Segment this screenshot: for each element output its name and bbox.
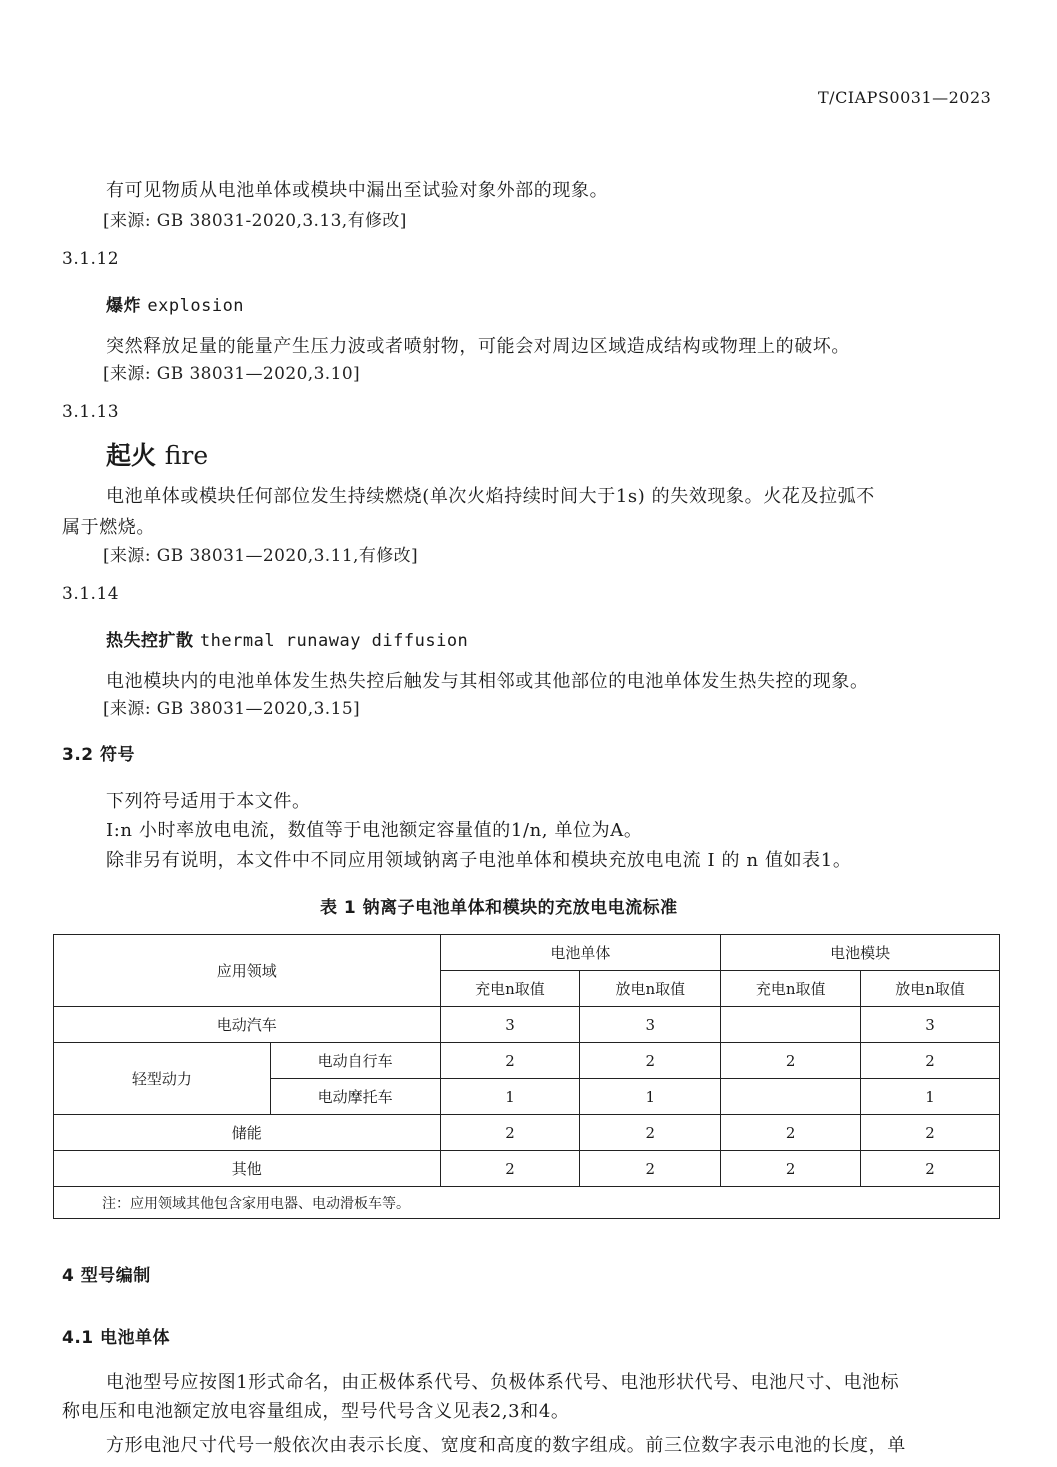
table-cell — [721, 1079, 861, 1115]
table-cell: 1 — [440, 1079, 580, 1115]
explosion-definition: 突然释放足量的能量产生压力波或者喷射物，可能会对周边区域造成结构或物理上的破坏。 — [106, 336, 850, 357]
table-header-row — [54, 935, 1000, 971]
table-cell: 2 — [861, 1043, 1000, 1079]
table-row — [54, 1115, 1000, 1151]
term-fire-en: fire — [164, 441, 209, 470]
header-cell-charge: 充电n取值 — [440, 971, 580, 1007]
clause-number-3-1-13: 3.1.13 — [62, 402, 120, 422]
table-caption: 表 1 钠离子电池单体和模块的充放电电流标准 — [320, 898, 678, 918]
header-module-charge: 充电n取值 — [721, 971, 861, 1007]
row-label: 储能 — [54, 1115, 441, 1151]
table-cell: 2 — [861, 1151, 1000, 1187]
symbols-line1: 下列符号适用于本文件。 — [106, 791, 311, 812]
term-thermal-runaway-cn: 热失控扩散 — [106, 631, 194, 651]
table-cell — [721, 1007, 861, 1043]
table-cell: 2 — [580, 1115, 721, 1151]
header-module-discharge: 放电n取值 — [861, 971, 1000, 1007]
row-label: 电动自行车 — [270, 1043, 440, 1079]
para1-line2: 称电压和电池额定放电容量组成，型号代号含义见表2,3和4。 — [62, 1401, 570, 1422]
header-cell-discharge: 放电n取值 — [580, 971, 721, 1007]
table-cell: 1 — [580, 1079, 721, 1115]
thermal-runaway-source: [来源: GB 38031—2020,3.15] — [103, 699, 361, 719]
para2-line1: 方形电池尺寸代号一般依次由表示长度、宽度和高度的数字组成。前三位数字表示电池的长度，单 — [106, 1435, 906, 1456]
header-application: 应用领域 — [54, 935, 441, 1007]
table-cell: 2 — [580, 1151, 721, 1187]
symbols-line3: 除非另有说明，本文件中不同应用领域钠离子电池单体和模块充放电电流 I 的 n 值如表1。 — [106, 850, 852, 871]
row-group-label: 轻型动力 — [54, 1043, 271, 1115]
table-row — [54, 1007, 1000, 1043]
table-cell: 2 — [440, 1115, 580, 1151]
table-note: 注：应用领域其他包含家用电器、电动滑板车等。 — [54, 1187, 1000, 1219]
term-explosion-en: explosion — [147, 296, 245, 316]
explosion-source: [来源: GB 38031—2020,3.10] — [103, 364, 361, 384]
term-thermal-runaway-en: thermal runaway diffusion — [199, 631, 469, 651]
symbols-line2: I:n 小时率放电电流，数值等于电池额定容量值的1/n, 单位为A。 — [106, 820, 643, 841]
table-cell: 2 — [440, 1043, 580, 1079]
table-cell: 2 — [861, 1115, 1000, 1151]
leak-definition: 有可见物质从电池单体或模块中漏出至试验对象外部的现象。 — [106, 180, 609, 201]
section-heading-4: 4 型号编制 — [62, 1266, 151, 1286]
table-cell: 2 — [440, 1151, 580, 1187]
term-explosion — [106, 291, 244, 316]
row-label: 电动汽车 — [54, 1007, 441, 1043]
table-cell: 2 — [580, 1043, 721, 1079]
document-id: T/CIAPS0031—2023 — [818, 88, 992, 107]
header-battery-module: 电池模块 — [721, 935, 1000, 971]
term-fire-cn: 起火 — [106, 441, 157, 470]
term-explosion-cn: 爆炸 — [106, 296, 141, 316]
table-row — [54, 1151, 1000, 1187]
para1-line1: 电池型号应按图1形式命名，由正极体系代号、负极体系代号、电池形状代号、电池尺寸、电池标 — [106, 1372, 900, 1393]
leak-source: [来源: GB 38031-2020,3.13,有修改] — [103, 211, 407, 231]
row-label: 其他 — [54, 1151, 441, 1187]
table-note-row — [54, 1187, 1000, 1219]
table-cell: 2 — [721, 1043, 861, 1079]
fire-definition-line2: 属于燃烧。 — [62, 517, 155, 538]
charge-discharge-table — [53, 934, 1000, 1219]
header-battery-cell: 电池单体 — [440, 935, 721, 971]
table-cell: 3 — [440, 1007, 580, 1043]
table-cell: 1 — [861, 1079, 1000, 1115]
section-heading-3-2: 3.2 符号 — [62, 745, 136, 765]
row-label: 电动摩托车 — [270, 1079, 440, 1115]
table-cell: 3 — [861, 1007, 1000, 1043]
fire-definition-line1: 电池单体或模块任何部位发生持续燃烧(单次火焰持续时间大于1s) 的失效现象。火花及拉弧不 — [106, 486, 875, 507]
term-fire — [106, 436, 208, 472]
thermal-runaway-definition: 电池模块内的电池单体发生热失控后触发与其相邻或其他部位的电池单体发生热失控的现象。 — [106, 671, 869, 692]
term-thermal-runaway — [106, 626, 468, 651]
table-cell: 2 — [721, 1115, 861, 1151]
table-cell: 3 — [580, 1007, 721, 1043]
clause-number-3-1-14: 3.1.14 — [62, 584, 120, 604]
fire-source: [来源: GB 38031—2020,3.11,有修改] — [103, 546, 419, 566]
table-row — [54, 1043, 1000, 1079]
section-heading-4-1: 4.1 电池单体 — [62, 1328, 171, 1348]
clause-number-3-1-12: 3.1.12 — [62, 249, 120, 269]
table-cell: 2 — [721, 1151, 861, 1187]
